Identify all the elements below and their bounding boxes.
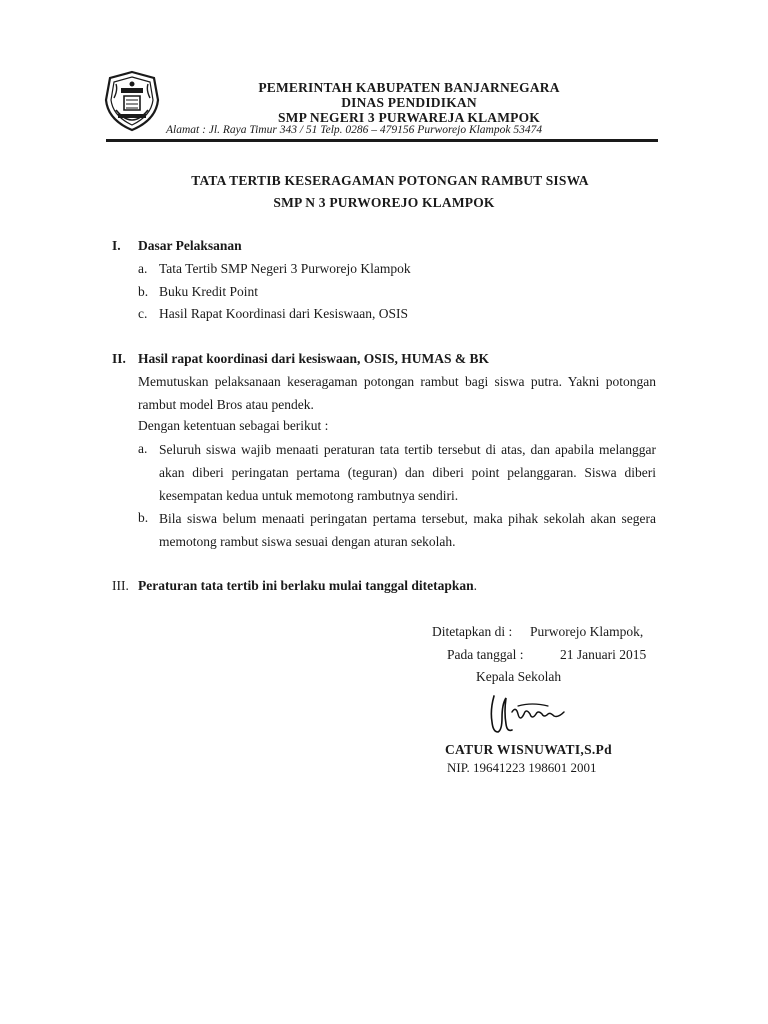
place-value: Purworejo Klampok, <box>530 624 644 639</box>
section-1-item-c: Hasil Rapat Koordinasi dari Kesiswaan, OSIS <box>159 306 408 321</box>
letterhead-address: Alamat : Jl. Raya Timur 343 / 51 Telp. 0286 – 479156 Purworejo Klampok 53474 <box>166 124 543 136</box>
letterhead-government: PEMERINTAH KABUPATEN BANJARNEGARA <box>258 80 560 95</box>
section-3-statement: Peraturan tata tertib ini berlaku mulai tanggal ditetapkan <box>138 578 474 593</box>
signatory-position: Kepala Sekolah <box>476 669 562 684</box>
signatory-nip: NIP. 19641223 198601 2001 <box>447 760 597 775</box>
section-2-heading: Hasil rapat koordinasi dari kesiswaan, OSIS, HUMAS & BK <box>138 351 490 366</box>
section-2-item-b: Bila siswa belum menaati peringatan pertama tersebut, maka pihak sekolah akan segera memotong rambut siswa sesuai dengan aturan sekolah. <box>159 511 656 549</box>
letterhead-school: SMP NEGERI 3 PURWAREJA KLAMPOK <box>277 110 541 125</box>
place-label: Ditetapkan di : <box>432 624 513 639</box>
section-1-item-c-letter: c. <box>138 306 148 321</box>
section-3-numeral: III. <box>112 578 129 593</box>
handwritten-signature <box>482 692 576 736</box>
section-1-item-a: Tata Tertib SMP Negeri 3 Purworejo Klampok <box>159 261 411 276</box>
section-2-item-a: Seluruh siswa wajib menaati peraturan tata tertib tersebut di atas, dan apabila melanggar akan diberi peringatan pertama (teguran) dan diberi point pelanggaran. Siswa diberi kesempatan kedua untuk memotong rambutnya sendiri. <box>159 442 656 503</box>
section-1-heading: Dasar Pelaksanan <box>138 238 242 253</box>
section-1-item-a-letter: a. <box>138 261 148 276</box>
document-title: TATA TERTIB KESERAGAMAN POTONGAN RAMBUT SISWA <box>191 173 589 188</box>
section-2-item-b-letter: b. <box>138 510 149 525</box>
letterhead-divider <box>106 139 658 142</box>
section-1-item-b: Buku Kredit Point <box>159 284 259 299</box>
section-2-paragraph: Memutuskan pelaksanaan keseragaman potongan rambut bagi siswa putra. Yakni potongan rambut model Bros atau pendek. <box>138 374 656 412</box>
section-1-numeral: I. <box>112 238 121 253</box>
date-value: 21 Januari 2015 <box>560 647 647 662</box>
letterhead-department: DINAS PENDIDIKAN <box>341 95 477 110</box>
document-subtitle: SMP N 3 PURWOREJO KLAMPOK <box>273 195 495 210</box>
section-2-item-a-letter: a. <box>138 441 148 456</box>
section-2-numeral: II. <box>112 351 126 366</box>
section-1-item-b-letter: b. <box>138 284 149 299</box>
section-3-end: . <box>473 578 478 593</box>
signatory-name: CATUR WISNUWATI,S.Pd <box>445 742 612 757</box>
section-3-text <box>138 578 477 594</box>
date-label: Pada tanggal : <box>447 647 524 662</box>
section-2-intro: Dengan ketentuan sebagai berikut : <box>138 418 329 433</box>
